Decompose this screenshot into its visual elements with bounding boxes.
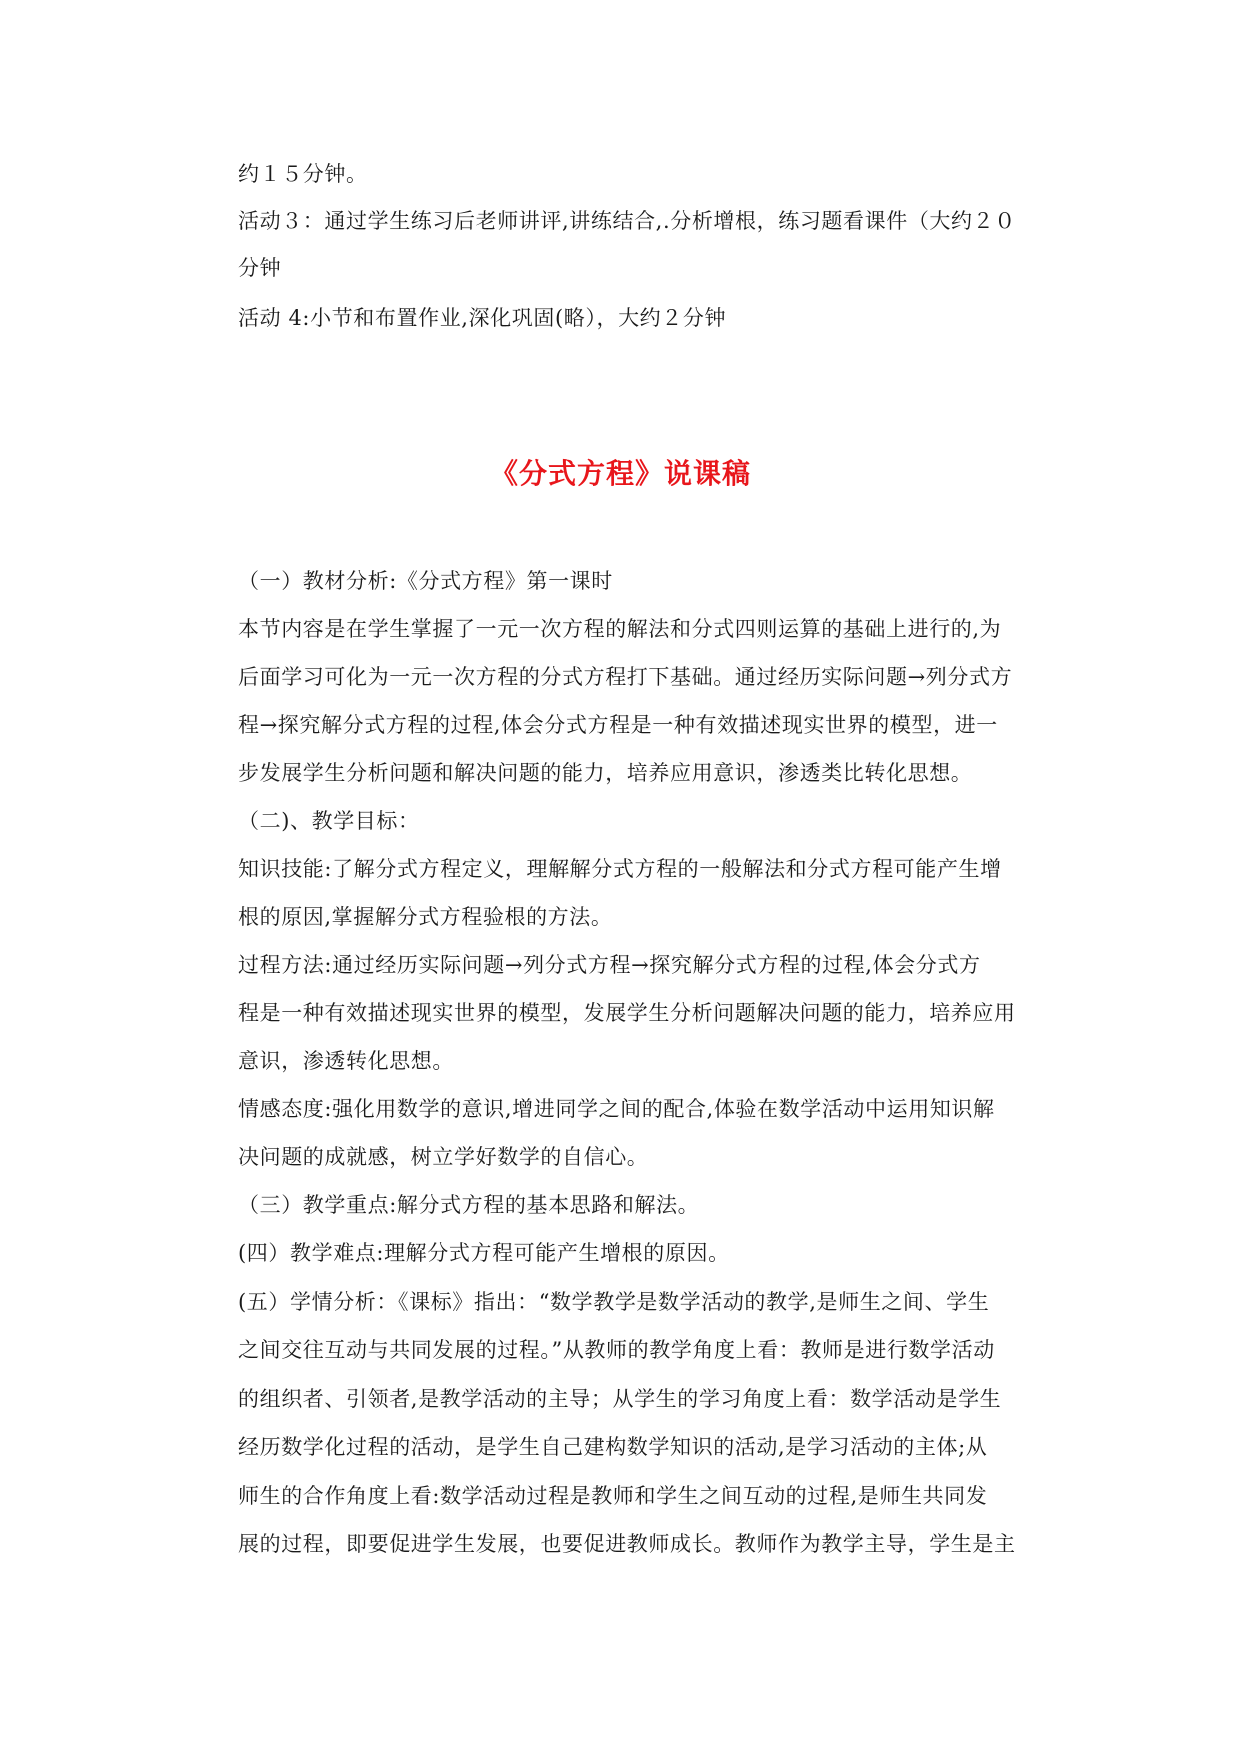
text-line: 意识，渗透转化思想。 <box>238 1049 454 1073</box>
text-line: 程是一种有效描述现实世界的模型，发展学生分析问题解决问题的能力，培养应用 <box>238 1001 1016 1025</box>
text-line: 活动３：通过学生练习后老师讲评,讲练结合,.分析增根，练习题看课件（大约２０ <box>238 209 1016 233</box>
text-line: 本节内容是在学生掌握了一元一次方程的解法和分式四则运算的基础上进行的,为 <box>238 617 1002 641</box>
text-line: (四）教学难点:理解分式方程可能产生增根的原因。 <box>238 1241 730 1265</box>
text-line: 之间交往互动与共同发展的过程。”从教师的教学角度上看：教师是进行数学活动 <box>238 1338 995 1362</box>
text-line: 经历数学化过程的活动，是学生自己建构数学知识的活动,是学习活动的主体;从 <box>238 1435 988 1459</box>
text-line: （二)、教学目标： <box>238 809 420 833</box>
text-line: （三）教学重点:解分式方程的基本思路和解法。 <box>238 1193 700 1217</box>
text-line: 情感态度:强化用数学的意识,增进同学之间的配合,体验在数学活动中运用知识解 <box>238 1097 995 1121</box>
text-line: 约１５分钟。 <box>238 162 368 186</box>
text-line: （一）教材分析:《分式方程》第一课时 <box>238 569 613 593</box>
text-line: 决问题的成就感，树立学好数学的自信心。 <box>238 1145 649 1169</box>
text-line: 过程方法:通过经历实际问题→列分式方程→探究解分式方程的过程,体会分式方 <box>238 953 981 977</box>
text-line: 展的过程，即要促进学生发展，也要促进教师成长。教师作为教学主导，学生是主 <box>238 1532 1016 1556</box>
text-line: 师生的合作角度上看:数学活动过程是教师和学生之间互动的过程,是师生共同发 <box>238 1484 988 1508</box>
text-line: (五）学情分析：《课标》指出：“数学教学是数学活动的教学,是师生之间、学生 <box>238 1290 990 1314</box>
text-line: 活动 4:小节和布置作业,深化巩固(略），大约２分钟 <box>238 306 727 330</box>
text-line: 程→探究解分式方程的过程,体会分式方程是一种有效描述现实世界的模型，进一 <box>238 713 998 737</box>
document-title: 《分式方程》说课稿 <box>489 457 751 490</box>
text-line: 的组织者、引领者,是教学活动的主导；从学生的学习角度上看：数学活动是学生 <box>238 1387 1002 1411</box>
text-line: 步发展学生分析问题和解决问题的能力，培养应用意识，渗透类比转化思想。 <box>238 761 973 785</box>
text-line: 知识技能:了解分式方程定义，理解解分式方程的一般解法和分式方程可能产生增 <box>238 857 1002 881</box>
text-line: 分钟 <box>238 256 282 280</box>
text-line: 根的原因,掌握解分式方程验根的方法。 <box>238 905 613 929</box>
text-line: 后面学习可化为一元一次方程的分式方程打下基础。通过经历实际问题→列分式方 <box>238 665 1013 689</box>
